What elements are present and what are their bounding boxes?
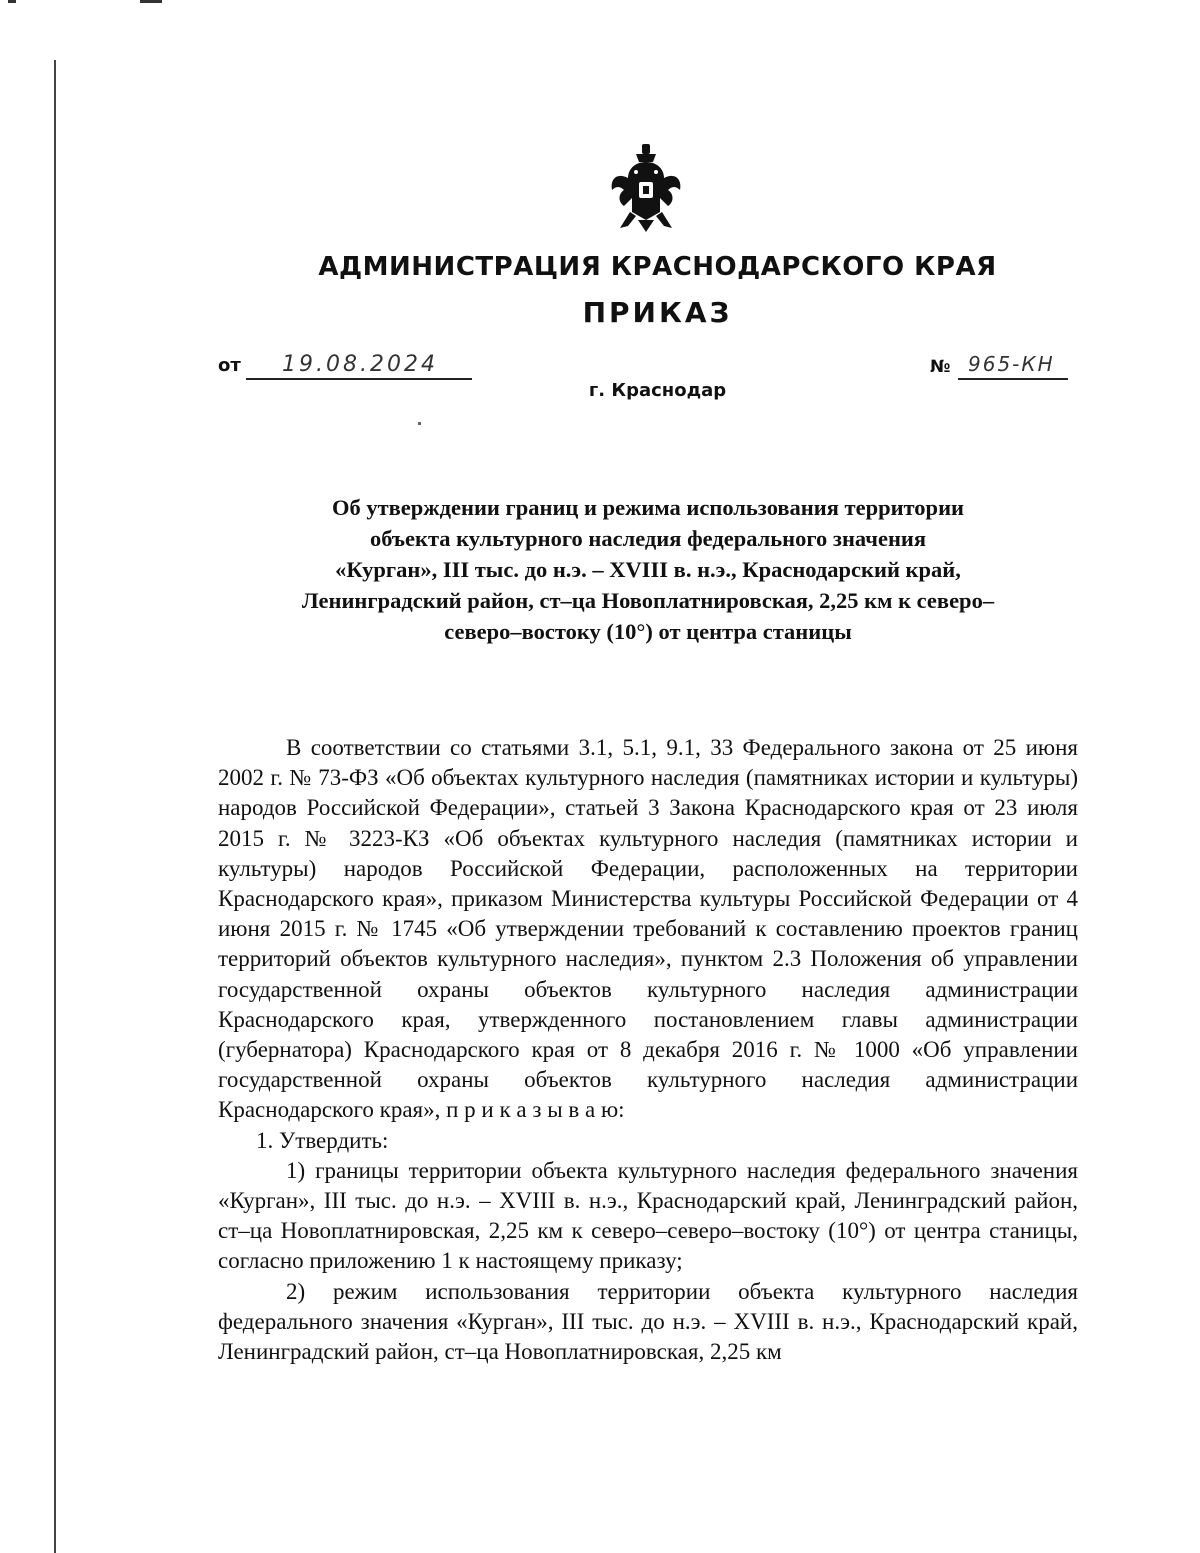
item-1: 1. Утвердить: — [256, 1127, 389, 1153]
document-body — [218, 733, 1078, 1367]
scan-artifact — [8, 0, 16, 3]
item-1-2: 2) режим использования территории объекта культурного наследия федерального значения «Курган», III тыс. до н.э. – XVIII в. н.э., Краснодарский край, Ленинградский район, ст–ца Новоплатнировская, 2,25 км — [218, 1278, 1078, 1365]
subject-line: Ленинградский район, ст–ца Новоплатнировская, 2,25 км к северо– — [301, 588, 995, 613]
subject-line: «Курган», III тыс. до н.э. – XVIII в. н.э., Краснодарский край, — [335, 557, 961, 582]
preamble-paragraph — [218, 733, 1078, 1126]
issue-city: г. Краснодар — [588, 380, 727, 401]
subject-line: объекта культурного наследия федерального значения — [369, 526, 927, 551]
handwritten-number: 965-КН — [968, 352, 1055, 376]
scan-artifact — [418, 422, 421, 425]
date-label: от — [218, 355, 241, 376]
number-label: № — [930, 357, 951, 377]
coat-of-arms-icon — [606, 142, 686, 234]
organization-title: АДМИНИСТРАЦИЯ КРАСНОДАРСКОГО КРАЯ — [318, 252, 997, 282]
subject-line: северо–востоку (10°) от центра станицы — [444, 619, 852, 644]
subject-line: Об утверждении границ и режима использования территории — [331, 495, 965, 520]
item-1-1: 1) границы территории объекта культурного наследия федерального значения «Курган», III тыс. до н.э. – XVIII в. н.э., Краснодарский край, Ленинградский район, ст–ца Новоплатнировская, 2,25 км к северо–северо–востоку (10°) от центра станицы, согласно приложению 1 к настоящему приказу; — [218, 1157, 1078, 1274]
order-word: п р и к а з ы в а ю: — [446, 1097, 625, 1123]
handwritten-date: 19.08.2024 — [282, 352, 438, 377]
scan-artifact — [140, 0, 162, 3]
page-edge — [54, 60, 56, 1553]
preamble-text: В соответствии со статьями 3.1, 5.1, 9.1, 33 Федерального закона от 25 июня 2002 г. № 73-ФЗ «Об объектах культурного наследия (памятниках истории и культуры) народов Российской Федерации», статьей 3 Закона Краснодарского края от 23 июля 2015 г. № 3223-КЗ «Об объектах культурного наследия (памятниках истории и культуры) народов Российской Федерации, расположенных на территории Краснодарского края», приказом Министерства культуры Российской Федерации от 4 июня 2015 г. № 1745 «Об утверждении требований к составлению проектов границ территорий объектов культурного наследия», пунктом 2.3 Положения об управлении государственной охраны объектов культурного наследия администрации Краснодарского края, утвержденного постановлением главы администрации (губернатора) Краснодарского края от 8 декабря 2016 г. № 1000 «Об управлении государственной охраны объектов культурного наследия администрации Краснодарского края», — [218, 735, 1078, 1123]
document-type: ПРИКАЗ — [582, 296, 733, 329]
document-subject — [218, 492, 1078, 647]
